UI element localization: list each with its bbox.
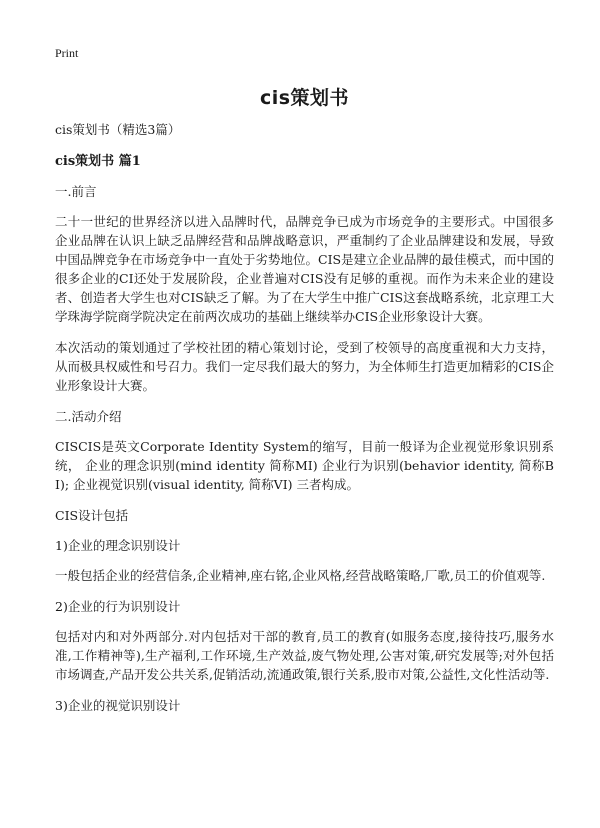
section-heading-preface: 一.前言: [55, 184, 97, 199]
print-label: Print: [55, 46, 79, 60]
paragraph-mind-identity: 一般包括企业的经营信条,企业精神,座右铭,企业风格,经营战略策略,厂歌,员工的价值观等.: [55, 568, 546, 583]
subheading-mind-identity: 1)企业的理念识别设计: [55, 538, 181, 553]
subheading-behavior-identity: 2)企业的行为识别设计: [55, 599, 181, 614]
subheading-visual-identity: 3)企业的视觉识别设计: [55, 698, 181, 713]
document-subtitle: cis策划书（精选3篇）: [55, 122, 181, 137]
section-heading-activity: 二.活动介绍: [55, 409, 122, 424]
chapter-heading: cis策划书 篇1: [55, 154, 141, 169]
section-heading-cis-design: CIS设计包括: [55, 508, 129, 523]
paragraph-cis-definition: CISCIS是英文Corporate Identity System的缩写，目前一般译为企业视觉形象识别系统， 企业的理念识别(mind identity 简称MI) 企业行为识别(behavior identity, 简称BI); 企业视觉识别(visual identity, 简称VI) 三者构成。: [55, 439, 554, 492]
paragraph-behavior-identity: 包括对内和对外两部分.对内包括对干部的教育,员工的教育(如服务态度,接待技巧,服务水准,工作精神等),生产福利,工作环境,生产效益,废气物处理,公害对策,研究发展等;对外包括市场调查,产品开发公共关系,促销活动,流通政策,银行关系,股市对策,公益性,文化性活动等.: [55, 629, 554, 682]
paragraph-preface-1: 二十一世纪的世界经济以进入品牌时代，品牌竞争已成为市场竞争的主要形式。中国很多企业品牌在认识上缺乏品牌经营和品牌战略意识，严重制约了企业品牌建设和发展，导致中国品牌竞争在市场竞争中一直处于劣势地位。CIS是建立企业品牌的最佳模式，而中国的很多企业的CI还处于发展阶段，企业普遍对CIS没有足够的重视。而作为未来企业的建设者、创造者大学生也对CIS缺乏了解。为了在大学生中推广CIS这套战略系统，北京理工大学珠海学院商学院决定在前两次成功的基础上继续举办CIS企业形象设计大赛。: [55, 214, 554, 324]
document-title: cis策划书: [259, 87, 350, 109]
paragraph-preface-2: 本次活动的策划通过了学校社团的精心策划讨论，受到了校领导的高度重视和大力支持，从而极具权威性和号召力。我们一定尽我们最大的努力，为全体师生打造更加精彩的CIS企业形象设计大赛。: [55, 340, 554, 393]
